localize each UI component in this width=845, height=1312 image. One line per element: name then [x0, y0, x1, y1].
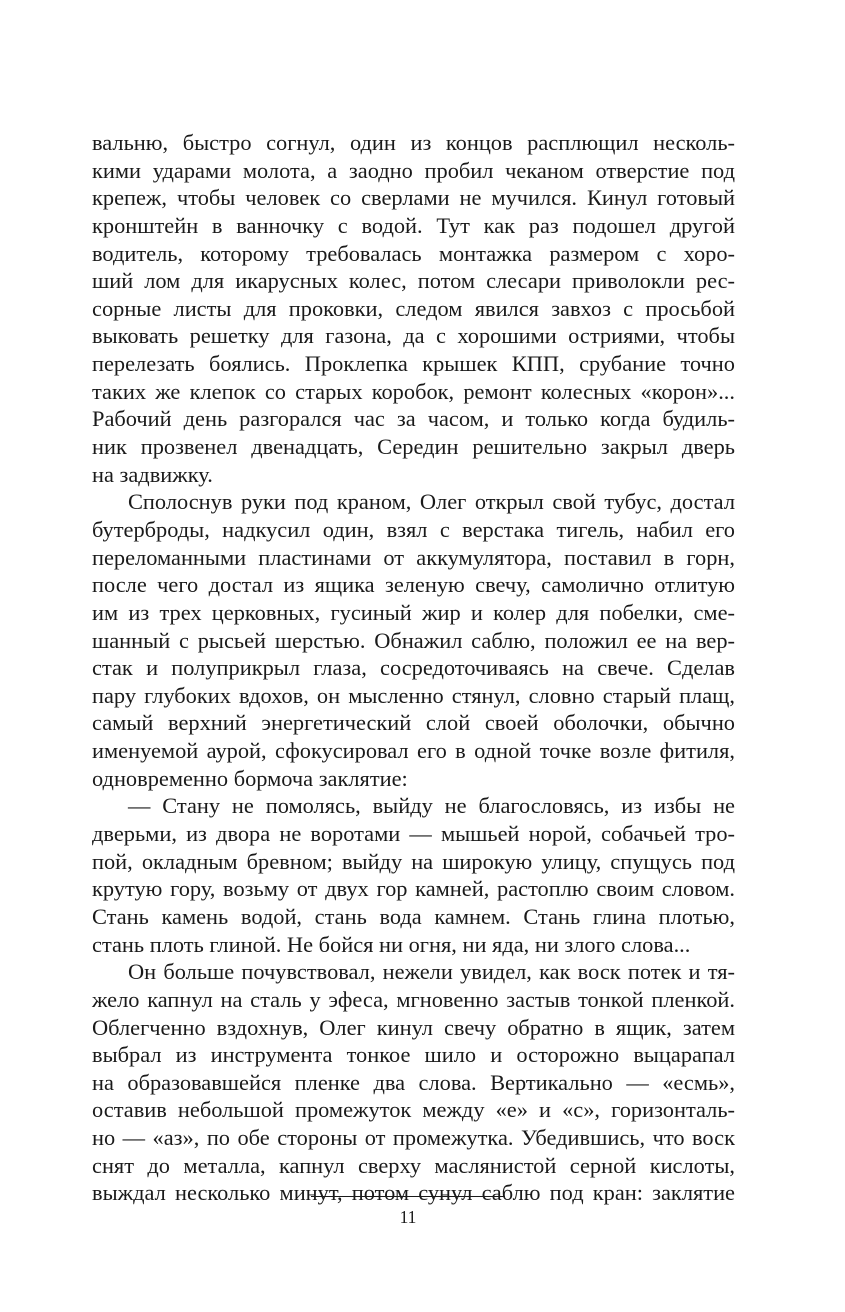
text-line: крепеж, чтобы человек со сверлами не мучился. Кинул готовый: [92, 185, 735, 211]
text-line: водитель, которому требовалась монтажка размером с хоро-: [92, 240, 735, 266]
page-text: [92, 129, 735, 1207]
text-line: шанный с рысьей шерстью. Обнажил саблю, положил ее на вер-: [92, 627, 735, 653]
text-line: переломанными пластинами от аккумулятора, поставил в горн,: [92, 544, 735, 570]
text-line: стак и полуприкрыл глаза, сосредоточиваясь на свече. Сделав: [92, 655, 735, 681]
text-line: кронштейн в ванночку с водой. Тут как раз подошел другой: [92, 212, 735, 238]
text-line: Облегченно вздохнув, Олег кинул свечу обратно в ящик, затем: [92, 1014, 735, 1040]
text-line: таких же клепок со старых коробок, ремонт колесных «корон»...: [92, 378, 735, 404]
text-line: вальню, быстро согнул, один из концов расплющил несколь-: [92, 130, 735, 155]
text-line: пой, окладным бревном; выйду на широкую улицу, спущусь под: [92, 848, 735, 874]
text-line: выковать решетку для газона, да с хорошими остриями, чтобы: [92, 323, 735, 349]
paragraph: [92, 488, 735, 792]
text-line: выбрал из инструмента тонкое шило и осторожно выцарапал: [92, 1042, 735, 1068]
text-line: именуемой аурой, сфокусировал его в одной точке возле фитиля,: [92, 738, 735, 764]
text-line: выждал несколько минут, потом сунул саблю под кран: заклятие: [92, 1180, 735, 1206]
text-line: кими ударами молота, а заодно пробил чеканом отверстие под: [92, 157, 735, 183]
paragraph: [92, 958, 735, 1207]
text-line: бутерброды, надкусил один, взял с верстака тигель, набил его: [92, 516, 735, 542]
text-line: Стань камень водой, стань вода камнем. Стань глина плотью,: [92, 903, 735, 929]
text-line: — Стану не помолясь, выйду не благословясь, из избы не: [128, 793, 735, 819]
text-line: но — «аз», по обе стороны от промежутка. Убедившись, что воск: [92, 1125, 735, 1151]
text-line: на задвижку.: [92, 461, 213, 487]
text-line: стань плоть глиной. Не бойся ни огня, ни яда, ни злого слова...: [92, 931, 691, 957]
text-line: Сполоснув руки под краном, Олег открыл свой тубус, достал: [128, 489, 735, 515]
text-line: сорные листы для проковки, следом явился завхоз с просьбой: [92, 295, 735, 321]
text-line: самый верхний энергетический слой своей оболочки, обычно: [92, 710, 735, 736]
text-line: жело капнул на сталь у эфеса, мгновенно застыв тонкой пленкой.: [92, 986, 735, 1012]
text-line: после чего достал из ящика зеленую свечу, самолично отлитую: [92, 572, 735, 598]
text-line: Рабочий день разгорался час за часом, и только когда будиль-: [92, 406, 735, 432]
text-line: на образовавшейся пленке два слова. Вертикально — «есмь»,: [92, 1069, 735, 1095]
paragraph: [92, 792, 735, 958]
text-line: оставив небольшой промежуток между «е» и «с», горизонталь-: [92, 1097, 735, 1123]
text-line: ник прозвенел двенадцать, Середин решительно закрыл дверь: [92, 434, 735, 460]
text-line: пару глубоких вдохов, он мысленно стянул, словно старый плащ,: [92, 682, 735, 708]
text-line: ший лом для икарусных колес, потом слесари приволокли рес-: [92, 268, 735, 294]
text-line: им из трех церковных, гусиный жир и колер для побелки, сме-: [92, 599, 735, 625]
page-number: 11: [399, 1207, 417, 1227]
text-line: перелезать боялись. Проклепка крышек КПП, срубание точно: [92, 351, 735, 377]
text-line: снят до металла, капнул сверху маслянистой серной кислоты,: [92, 1152, 735, 1178]
footer-rule: [311, 1196, 505, 1197]
text-line: одновременно бормоча заклятие:: [92, 765, 408, 791]
text-line: крутую гору, возьму от двух гор камней, растоплю своим словом.: [92, 876, 735, 902]
text-line: дверьми, из двора не воротами — мышьей норой, собачьей тро-: [92, 821, 735, 847]
text-line: Он больше почувствовал, нежели увидел, как воск потек и тя-: [128, 959, 735, 985]
paragraph: [92, 129, 735, 488]
